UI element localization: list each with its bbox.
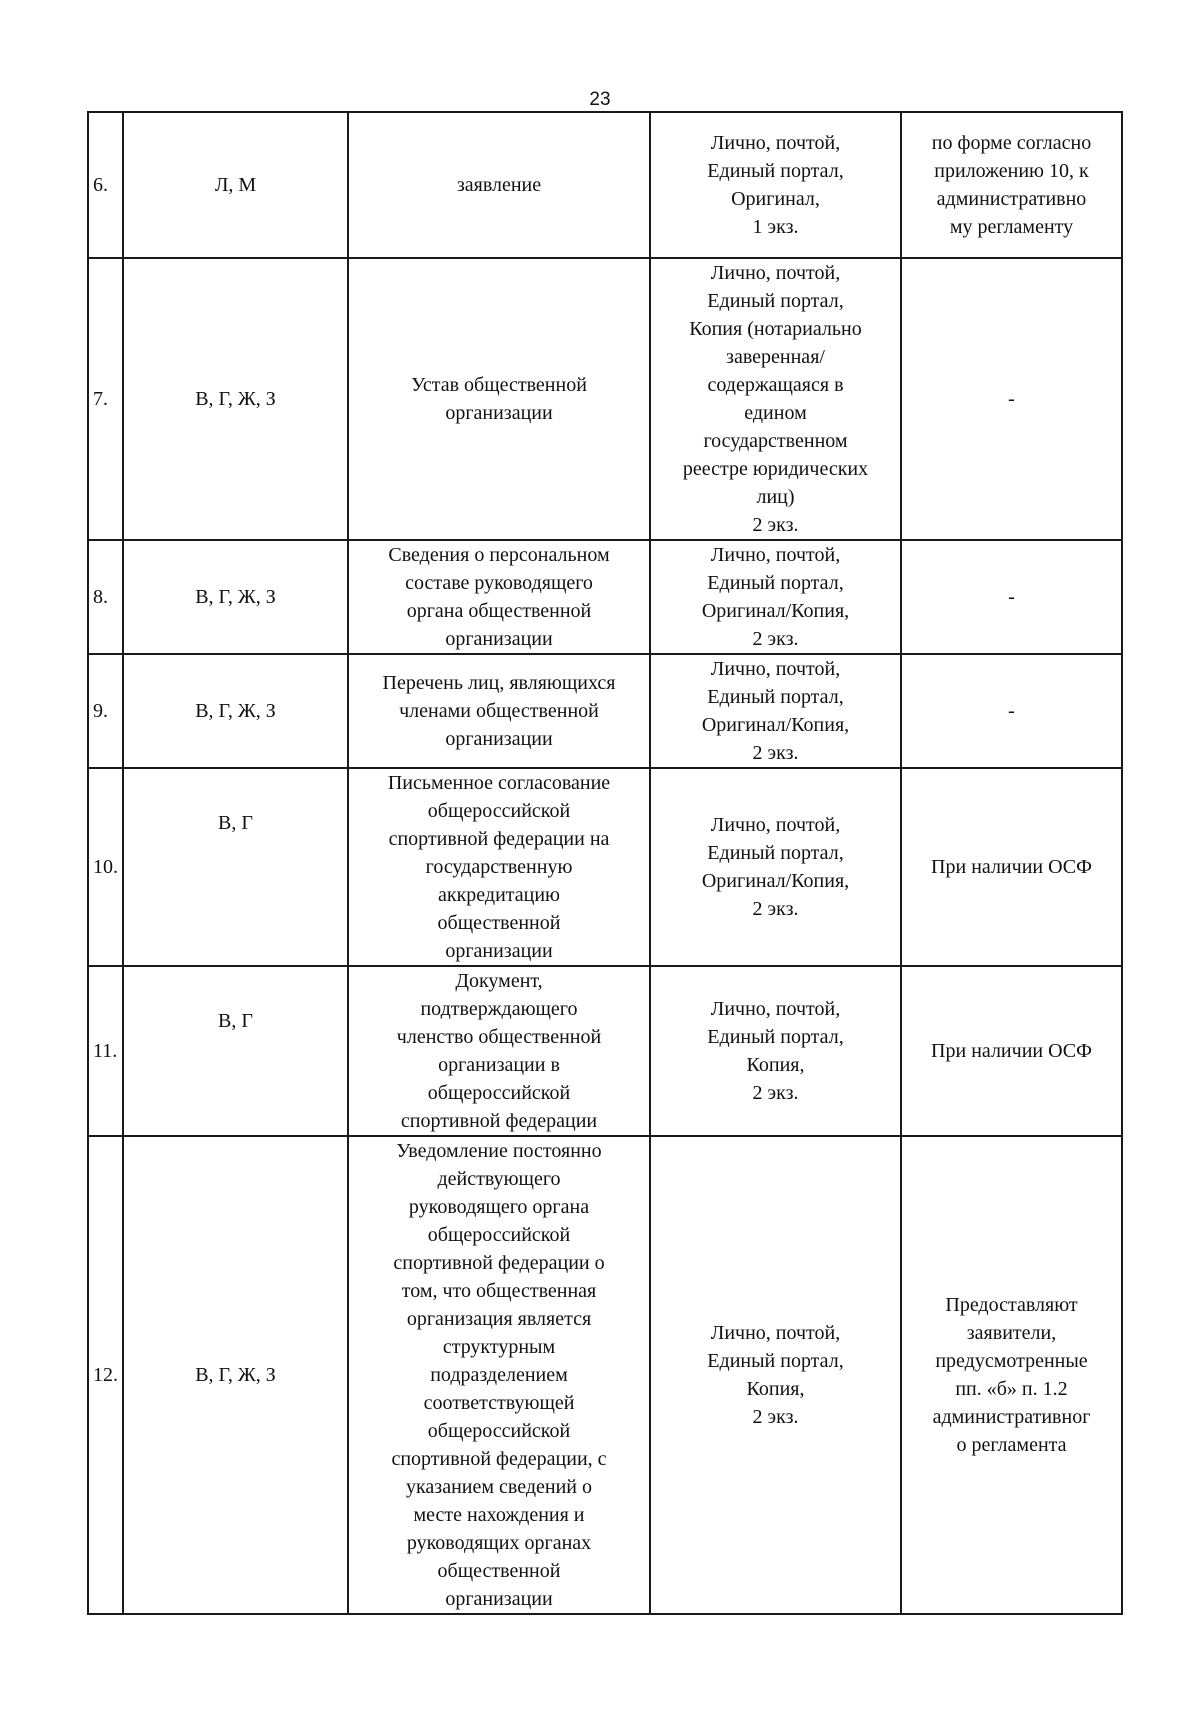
document-name: [348, 540, 650, 654]
note: [901, 1136, 1122, 1614]
document-name-line: спортивной федерации о: [393, 1252, 605, 1274]
applicant-groups: В, Г, Ж, З: [123, 258, 348, 540]
delivery-method-line: Лично, почтой,: [710, 814, 841, 836]
document-name-line: структурным: [442, 1336, 556, 1358]
document-name-line: Документ,: [455, 970, 543, 992]
document-name-line: руководящего органа: [408, 1196, 590, 1218]
document-name-line: заявление: [456, 174, 542, 196]
delivery-method-line: реестре юридических: [682, 458, 869, 480]
delivery-method: [650, 540, 901, 654]
document-name-line: органа общественной: [406, 600, 592, 622]
delivery-method-line: Единый портал,: [707, 160, 844, 182]
document-name-line: спортивной федерации, с: [391, 1448, 607, 1470]
delivery-method-line: 2 экз.: [752, 628, 799, 650]
document-name-line: общероссийской: [427, 1224, 571, 1246]
delivery-method-line: Оригинал/Копия,: [701, 600, 850, 622]
delivery-method-line: Единый портал,: [707, 290, 844, 312]
document-name-line: общественной: [437, 912, 561, 934]
table-row: [88, 258, 1122, 540]
delivery-method-line: Лично, почтой,: [710, 262, 841, 284]
note-line: предусмотренные: [935, 1350, 1088, 1372]
document-name-line: общероссийской: [427, 1420, 571, 1442]
note-line: му регламенту: [949, 216, 1074, 238]
delivery-method-line: Оригинал/Копия,: [701, 714, 850, 736]
note: [901, 768, 1122, 966]
table-row: [88, 540, 1122, 654]
table-row: [88, 966, 1122, 1136]
document-name-line: общероссийской: [427, 1082, 571, 1104]
note-line: При наличии ОСФ: [931, 1040, 1092, 1062]
delivery-method-line: 2 экз.: [752, 1082, 799, 1104]
delivery-method-line: Оригинал,: [731, 188, 820, 210]
document-name-line: общероссийской: [427, 800, 571, 822]
delivery-method-line: Лично, почтой,: [710, 658, 841, 680]
note-line: заявители,: [966, 1322, 1057, 1344]
note-line: -: [1008, 586, 1015, 608]
delivery-method-line: едином: [744, 402, 807, 424]
note: [901, 540, 1122, 654]
applicant-groups: В, Г, Ж, З: [123, 540, 348, 654]
applicant-groups: В, Г, Ж, З: [123, 1136, 348, 1614]
delivery-method-line: Единый портал,: [707, 842, 844, 864]
delivery-method-line: Копия,: [746, 1054, 805, 1076]
delivery-method-line: Копия,: [746, 1378, 805, 1400]
document-name-line: указанием сведений о: [406, 1476, 592, 1498]
note-line: приложению 10, к: [934, 160, 1089, 182]
delivery-method-line: 1 экз.: [752, 216, 799, 238]
delivery-method-line: 2 экз.: [752, 514, 799, 536]
delivery-method-line: Лично, почтой,: [710, 132, 841, 154]
document-name-line: организации: [445, 628, 553, 650]
note: [901, 112, 1122, 258]
document-name: [348, 966, 650, 1136]
delivery-method-line: содержащаяся в: [707, 374, 844, 396]
document-name-line: организации: [445, 728, 553, 750]
row-number: 9.: [88, 654, 123, 768]
document-name-line: месте нахождения и: [413, 1504, 585, 1526]
table-row: [88, 1136, 1122, 1614]
document-name-line: общественной: [437, 1560, 561, 1582]
table-row: [88, 768, 1122, 966]
delivery-method-line: Лично, почтой,: [710, 1322, 841, 1344]
note-line: административно: [936, 188, 1087, 210]
document-name-line: Перечень лиц, являющихся: [382, 672, 616, 694]
delivery-method-line: Копия (нотариально: [689, 318, 862, 340]
row-number: 12.: [88, 1136, 123, 1614]
delivery-method-line: заверенная/: [726, 346, 825, 368]
delivery-method-line: Лично, почтой,: [710, 998, 841, 1020]
note-line: При наличии ОСФ: [931, 856, 1092, 878]
delivery-method-line: 2 экз.: [752, 1406, 799, 1428]
row-number: 11.: [88, 966, 123, 1136]
delivery-method-line: Единый портал,: [707, 1026, 844, 1048]
row-number: 10.: [88, 768, 123, 966]
row-number: 6.: [88, 112, 123, 258]
table-row: [88, 112, 1122, 258]
note: [901, 966, 1122, 1136]
document-name-line: подразделением: [430, 1364, 568, 1386]
delivery-method-line: Единый портал,: [707, 1350, 844, 1372]
table-body: [88, 112, 1122, 1614]
delivery-method: [650, 112, 901, 258]
document-name-line: членами общественной: [399, 700, 599, 722]
note-line: по форме согласно: [931, 132, 1092, 154]
note-line: пп. «б» п. 1.2: [955, 1378, 1068, 1400]
document-name-line: Устав общественной: [411, 374, 587, 396]
delivery-method: [650, 654, 901, 768]
delivery-method-line: Единый портал,: [707, 686, 844, 708]
applicant-groups: В, Г: [123, 966, 348, 1136]
delivery-method: [650, 966, 901, 1136]
document-name-line: организации в: [438, 1054, 560, 1076]
delivery-method-line: 2 экз.: [752, 742, 799, 764]
document-name-line: том, что общественная: [401, 1280, 597, 1302]
applicant-groups: В, Г: [123, 768, 348, 966]
document-name: [348, 654, 650, 768]
delivery-method: [650, 258, 901, 540]
document-name: [348, 112, 650, 258]
page-number: 23: [589, 89, 611, 110]
documents-table: [87, 111, 1123, 1615]
document-name-line: Сведения о персональном: [388, 544, 610, 566]
table-row: [88, 654, 1122, 768]
delivery-method-line: Оригинал/Копия,: [701, 870, 850, 892]
document-name-line: организации: [445, 402, 553, 424]
document-name-line: действующего: [437, 1168, 561, 1190]
note-line: административног: [932, 1406, 1091, 1428]
delivery-method-line: лиц): [756, 486, 795, 508]
document-name-line: подтверждающего: [420, 998, 578, 1020]
document-name-line: спортивной федерации на: [388, 828, 610, 850]
document-name-line: государственную: [425, 856, 573, 878]
document-name-line: руководящих органах: [406, 1532, 592, 1554]
delivery-method-line: Единый портал,: [707, 572, 844, 594]
note-line: Предоставляют: [945, 1294, 1078, 1316]
document-name-line: организации: [445, 1588, 553, 1610]
document-name-line: соответствующей: [423, 1392, 575, 1414]
note: [901, 654, 1122, 768]
document-name-line: аккредитацию: [437, 884, 560, 906]
document-name-line: Уведомление постоянно: [396, 1140, 602, 1162]
note-line: -: [1008, 388, 1015, 410]
delivery-method: [650, 1136, 901, 1614]
document-name: [348, 1136, 650, 1614]
document-name: [348, 768, 650, 966]
delivery-method: [650, 768, 901, 966]
delivery-method-line: государственном: [703, 430, 848, 452]
row-number: 7.: [88, 258, 123, 540]
note: [901, 258, 1122, 540]
document-name-line: организация является: [406, 1308, 592, 1330]
note-line: о регламента: [956, 1434, 1067, 1456]
document-name-line: Письменное согласование: [387, 772, 611, 794]
delivery-method-line: 2 экз.: [752, 898, 799, 920]
document-name-line: спортивной федерации: [400, 1110, 598, 1132]
document-name: [348, 258, 650, 540]
applicant-groups: В, Г, Ж, З: [123, 654, 348, 768]
document-name-line: организации: [445, 940, 553, 962]
note-line: -: [1008, 700, 1015, 722]
applicant-groups: Л, М: [123, 112, 348, 258]
document-name-line: членство общественной: [396, 1026, 602, 1048]
delivery-method-line: Лично, почтой,: [710, 544, 841, 566]
row-number: 8.: [88, 540, 123, 654]
document-name-line: составе руководящего: [405, 572, 593, 594]
